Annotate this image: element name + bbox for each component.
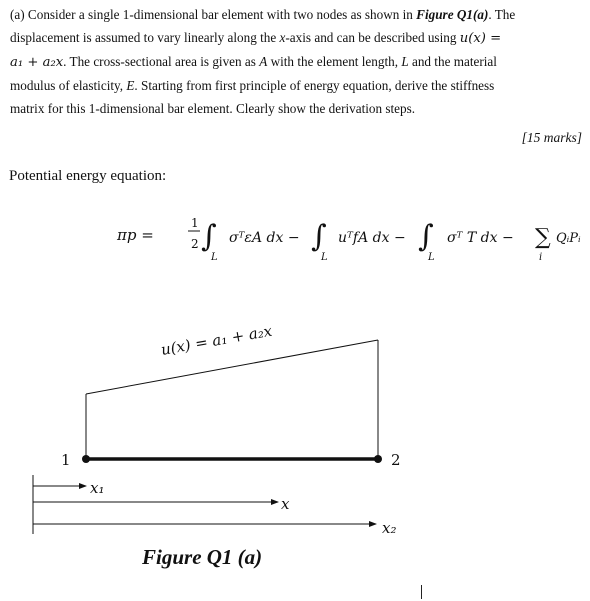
question-line-1-end: . The: [488, 7, 516, 22]
variable-x: x: [279, 30, 286, 45]
integral-sub-3: L: [428, 252, 435, 263]
question-line-3-text-c: and the material: [408, 54, 497, 69]
equation-term-1: σᵀεA dx −: [229, 230, 300, 246]
question-line-2-text-b: -axis and can be described using: [285, 30, 460, 45]
question-line-3-text-b: with the element length,: [267, 54, 402, 69]
integral-sub-1: L: [211, 252, 218, 263]
variable-length: L: [401, 54, 409, 69]
displacement-function: u(x) =: [459, 31, 502, 46]
x2-label: x₂: [382, 519, 397, 537]
integral-sub-2: L: [321, 252, 328, 263]
summation-sub: i: [539, 252, 543, 263]
question-text: [10, 3, 588, 120]
summation-sign: ∑: [535, 225, 551, 250]
displacement-slope-line: [86, 340, 378, 394]
x1-label: x₁: [90, 479, 105, 497]
equation-term-4: QᵢPᵢ: [556, 231, 581, 246]
potential-energy-equation: [0, 200, 590, 275]
integral-sign-2: ∫: [311, 219, 327, 254]
displacement-function-label: u(x) = a₁ + a₂x: [159, 321, 274, 359]
question-line-3: [10, 50, 588, 74]
node-2-dot: [374, 455, 382, 463]
variable-area: A: [259, 54, 268, 69]
question-line-4-text-b: . Starting from first principle of energy equation, derive the stiffness: [134, 78, 495, 93]
integral-sign-3: ∫: [418, 219, 434, 254]
node-1-dot: [82, 455, 90, 463]
question-line-5: matrix for this 1-dimensional bar element. Clearly show the derivation steps.: [10, 101, 416, 116]
question-line-1-text: (a) Consider a single 1-dimensional bar element with two nodes as shown in: [10, 7, 417, 22]
displacement-expression: a₁ + a₂x: [10, 55, 64, 70]
question-line-2: [10, 26, 588, 50]
equation-term-3: σᵀ T dx −: [447, 230, 514, 246]
figure-reference: Figure Q1(a): [416, 7, 489, 22]
bar-element-figure: [0, 300, 590, 601]
question-line-4-text: modulus of elasticity,: [10, 78, 127, 93]
equation-term-2: uᵀfA dx −: [338, 230, 406, 246]
text-cursor-mark: [421, 585, 422, 599]
x-label: x: [281, 495, 290, 513]
question-line-3-text: . The cross-sectional area is given as: [63, 54, 260, 69]
integral-sign-1: ∫: [201, 219, 217, 254]
figure-caption: Figure Q1 (a): [142, 545, 263, 569]
half-numerator: 1: [191, 216, 199, 230]
node-1-label: 1: [61, 451, 71, 469]
potential-energy-label: Potential energy equation:: [9, 168, 167, 184]
question-line-4: [10, 74, 588, 97]
half-denominator: 2: [191, 237, 199, 251]
equation-lhs: πp =: [117, 226, 154, 244]
question-line-2-text: displacement is assumed to vary linearly along the: [10, 30, 280, 45]
variable-modulus: E: [126, 78, 135, 93]
marks-label: [15 marks]: [521, 130, 582, 145]
node-2-label: 2: [391, 451, 401, 469]
question-line-1: [10, 3, 588, 26]
